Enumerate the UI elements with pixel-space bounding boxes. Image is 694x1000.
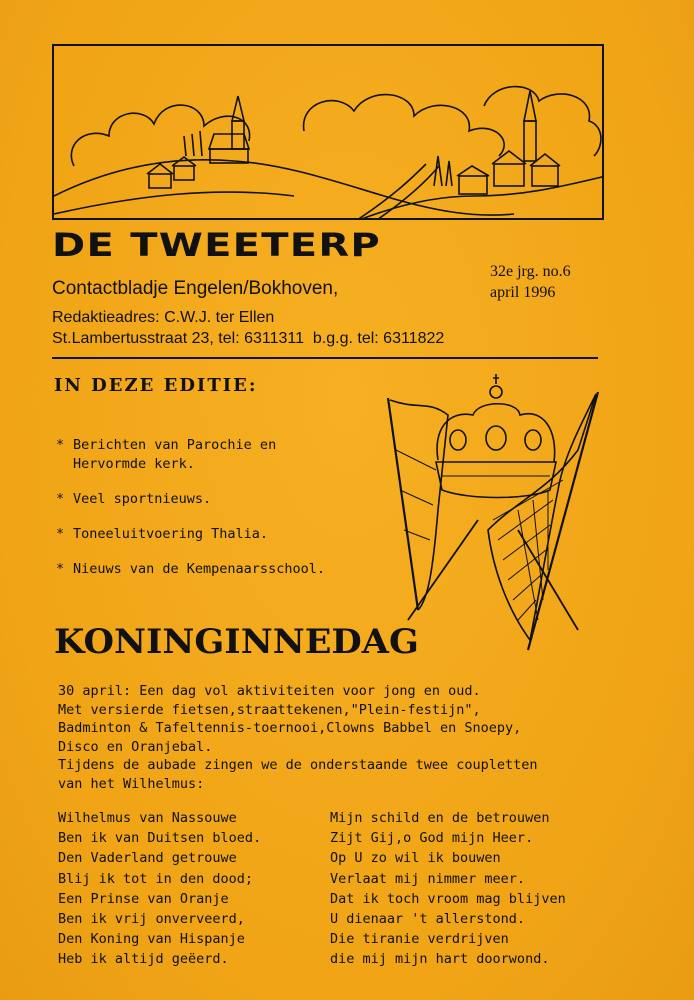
edition-contents-list <box>56 436 325 595</box>
issue-info <box>490 261 571 303</box>
list-item-text: Berichten van Parochie en <box>73 437 277 453</box>
bullet-star-icon: * <box>56 526 65 542</box>
article-line: 30 april: Een dag vol aktiviteiten voor jong en oud. <box>58 683 481 699</box>
newsletter-subtitle: Contactbladje Engelen/Bokhoven, <box>52 278 339 299</box>
crown-cross <box>490 386 502 398</box>
header-divider <box>52 357 598 359</box>
bullet-star-icon: * <box>56 561 65 577</box>
verse-line: Op U zo wil ik bouwen <box>330 850 501 867</box>
verse-line: Zijt Gij,o God mijn Heer. <box>330 830 534 847</box>
article-body <box>58 682 538 794</box>
verse-line: Dat ik toch vroom mag blijven <box>330 890 566 907</box>
verse-line: Mijn schild en de betrouwen <box>330 810 550 826</box>
verse-line: Ben ik van Duitsen bloed. <box>58 830 262 847</box>
bullet-star-icon: * <box>56 491 65 507</box>
newsletter-title: DE TWEETERP <box>52 226 381 264</box>
verse-line: Heb ik altijd geëerd. <box>58 951 229 968</box>
list-item-text: Hervormde kerk. <box>73 456 195 472</box>
edition-heading: IN DEZE EDITIE: <box>54 375 258 396</box>
verse-line: Wilhelmus van Nassouwe <box>58 810 237 826</box>
verse-line: Blij ik tot in den dood; <box>58 870 254 887</box>
verse-line: die mij mijn hart doorwond. <box>330 951 550 968</box>
article-line: Met versierde fietsen,straattekenen,"Plein-festijn", <box>58 701 481 718</box>
list-item <box>56 525 325 544</box>
article-line: Badminton & Tafeltennis-toernooi,Clowns Babbel en Snoepy, <box>58 720 522 737</box>
list-item-text: Toneeluitvoering Thalia. <box>73 526 269 542</box>
article-line: Tijdens de aubade zingen we de onderstaande twee coupletten <box>58 757 538 774</box>
address-line-1: Redaktieadres: C.W.J. ter Ellen <box>52 309 275 326</box>
left-flagpole <box>388 398 418 610</box>
verse-line: Een Prinse van Oranje <box>58 890 229 907</box>
verse-line: Den Koning van Hispanje <box>58 931 245 948</box>
wilhelmus-verse-1 <box>58 808 261 970</box>
issue-volume: 32e jrg. no.6 <box>490 263 571 280</box>
village-landscape-illustration <box>52 44 604 220</box>
wilhelmus-verse-2 <box>330 808 566 970</box>
article-line: Disco en Oranjebal. <box>58 738 213 755</box>
verse-line: Verlaat mij nimmer meer. <box>330 870 526 887</box>
address-line-2: St.Lambertusstraat 23, tel: 6311311 b.g.g. tel: 6311822 <box>52 330 445 347</box>
crown-band <box>436 462 556 498</box>
list-item-text: Nieuws van de Kempenaarsschool. <box>73 561 325 577</box>
list-item <box>56 560 325 579</box>
verse-line: Die tiranie verdrijven <box>330 931 509 948</box>
article-headline: KONINGINNEDAG <box>54 622 419 662</box>
article-line: van het Wilhelmus: <box>58 775 205 792</box>
crown-arches <box>437 404 555 462</box>
editorial-address <box>52 307 444 349</box>
list-item-text: Veel sportnieuws. <box>73 491 212 507</box>
issue-date: april 1996 <box>490 284 556 301</box>
list-item <box>56 490 325 509</box>
verse-line: U dienaar 't allerstond. <box>330 911 526 928</box>
right-flagpole <box>528 392 598 650</box>
bullet-star-icon: * <box>56 437 65 453</box>
list-item <box>56 436 325 474</box>
verse-line: Ben ik vrij onverveerd, <box>58 911 245 928</box>
verse-line: Den Vaderland getrouwe <box>58 850 237 867</box>
